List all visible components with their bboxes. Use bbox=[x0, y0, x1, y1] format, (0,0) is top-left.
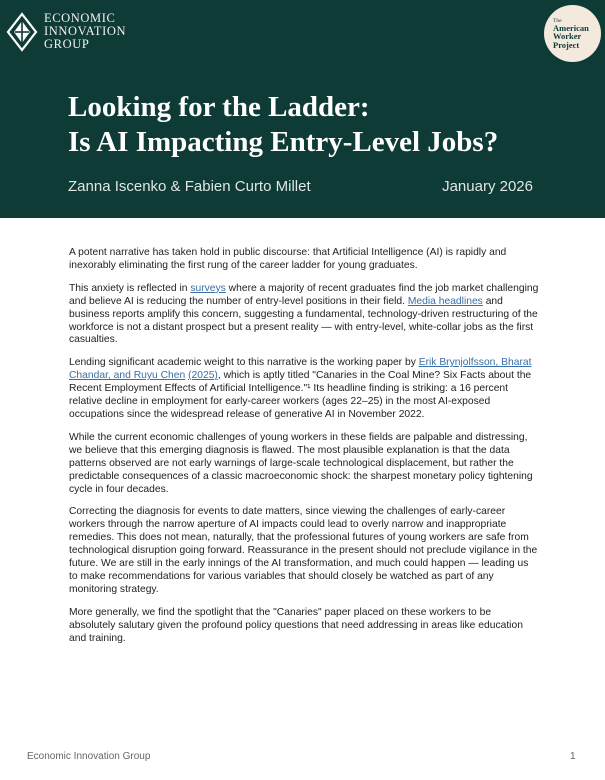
report-body bbox=[69, 247, 539, 655]
eig-logo[interactable] bbox=[6, 12, 126, 52]
year-link[interactable]: (2025) bbox=[188, 370, 218, 382]
paragraph-6: More generally, we find the spotlight that the "Canaries" paper placed on these workers to be absolutely salutary given the profound policy questions that need addressing in areas like education and training. bbox=[69, 606, 523, 644]
text-span: This anxiety is reflected in bbox=[69, 282, 191, 294]
american-worker-project-badge[interactable] bbox=[544, 5, 601, 62]
authors: Zanna Iscenko & Fabien Curto Millet bbox=[68, 178, 311, 195]
title-line-2: Is AI Impacting Entry-Level Jobs? bbox=[68, 126, 499, 158]
paragraph-3 bbox=[69, 357, 539, 422]
page-number: 1 bbox=[570, 751, 576, 762]
header-banner bbox=[0, 0, 605, 218]
footer-org: Economic Innovation Group bbox=[27, 751, 151, 762]
title-line-1: Looking for the Ladder: bbox=[68, 91, 370, 123]
surveys-link[interactable]: surveys bbox=[190, 282, 226, 294]
org-name-line: GROUP bbox=[44, 37, 90, 51]
org-name-line: INNOVATION bbox=[44, 24, 127, 38]
text-span: and business reports amplify this concern, suggesting a fundamental, technology-driven restructuring of the workforce is not a distant prospect but a present reality — with entry-level, white-collar jobs as the first casualties. bbox=[69, 295, 538, 346]
badge-the: The bbox=[553, 17, 562, 24]
media-headlines-link[interactable]: Media headlines bbox=[407, 295, 483, 307]
text-span: Lending significant academic weight to this narrative is the working paper by bbox=[69, 357, 419, 369]
org-name-line: ECONOMIC bbox=[44, 11, 116, 25]
report-title bbox=[68, 90, 498, 160]
publication-date: January 2026 bbox=[442, 178, 533, 195]
org-name bbox=[44, 12, 126, 51]
paragraph-2 bbox=[69, 283, 539, 348]
text-span: where a majority of recent graduates find the job market challenging and believe AI is reducing the number of entry-level positions in their field. bbox=[69, 282, 539, 307]
badge-line: American bbox=[553, 22, 589, 33]
paragraph-5: Correcting the diagnosis for events to date matters, since viewing the challenges of early-career workers through the narrow aperture of AI impacts could lead to overly narrow and inappropriate remedies. This does not mean, naturally, that the professional futures of young workers are safe from technological disruption going forward. Reassurance in the present should not preclude vigilance in the future. We are still in the early innings of the AI transformation, and much could happen — leading us to make recommendations for various variables that should closely be watched as part of any monitoring strategy. bbox=[69, 506, 538, 595]
badge-line: Worker bbox=[553, 31, 582, 42]
text-span: , which is aptly titled "Canaries in the Coal Mine? Six Facts about the Recent Employment Effects of Artificial Intelligence."¹ Its headline finding is striking: a 16 percent relative decline in employment for early-career workers (ages 22–25) in the most AI-exposed occupations since the widespread release of generative AI in November 2022. bbox=[69, 370, 532, 420]
badge-line: Project bbox=[553, 39, 580, 50]
paragraph-4: While the current economic challenges of young workers in these fields are palpable and distressing, we believe that this emerging diagnosis is flawed. The most plausible explanation is that the data patterns observed are not early warnings of large-scale technological displacement, but rather the predictable consequences of a classic macroeconomic shock: the sharpest monetary policy tightening cycle in four decades. bbox=[69, 431, 533, 495]
authors-paper-link[interactable]: Erik Brynjolfsson, Bharat Chandar, and Ruyu Chen bbox=[69, 357, 532, 382]
paragraph-1: A potent narrative has taken hold in public discourse: that Artificial Intelligence (AI) is rapidly and inexorably eliminating the first rung of the career ladder for young graduates. bbox=[69, 247, 507, 271]
diamond-logo-icon bbox=[6, 12, 38, 52]
